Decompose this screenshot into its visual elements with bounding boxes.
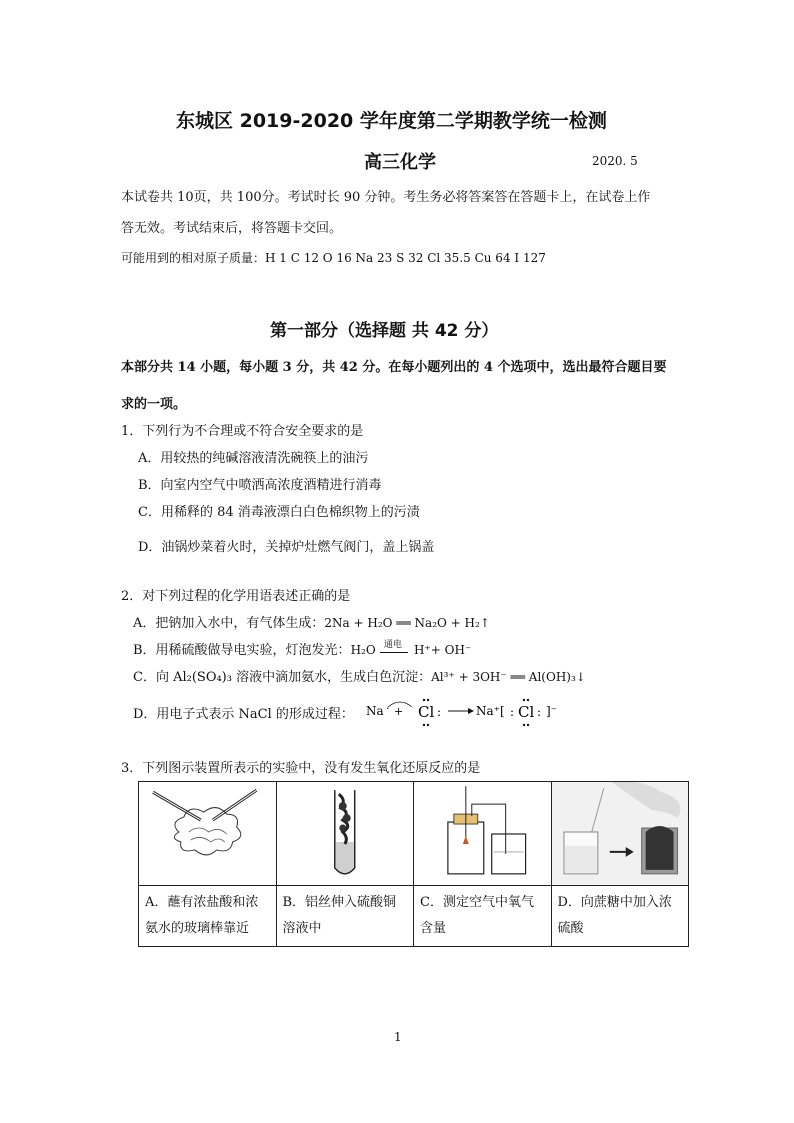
arrow-line [380, 652, 408, 653]
exam-date: 2020. 5 [592, 154, 638, 168]
q2-option-c-formula: Al³⁺ + 3OH⁻ ══ Al(OH)₃↓ [431, 670, 586, 684]
experiment-a-caption: A．蘸有浓盐酸和浓氨水的玻璃棒靠近 [139, 886, 277, 947]
q2-option-c-text: C．向 Al₂(SO₄)₃ 溶液中滴加氨水，生成白色沉淀： [133, 670, 432, 685]
q2-option-c [133, 666, 586, 685]
atomic-masses: 可能用到的相对原子质量：H 1 C 12 O 16 Na 23 S 32 Cl 35.5 Cu 64 I 127 [121, 251, 546, 265]
na-ion: Na⁺[ [476, 704, 505, 718]
intro-line-2: 答无效。考试结束后，将答题卡交回。 [121, 221, 343, 236]
test-tube-icon [277, 782, 414, 885]
q3-stem: 3．下列图示装置所表示的实验中，没有发生氧化还原反应的是 [121, 761, 481, 776]
q1-stem: 1．下列行为不合理或不符合安全要求的是 [121, 424, 364, 439]
glass-rods-smoke-icon [139, 782, 276, 885]
q1-option-b: B．向室内空气中喷洒高浓度酒精进行消毒 [138, 478, 382, 493]
oxygen-apparatus-icon [414, 782, 551, 885]
experiment-b-caption: B．铝丝伸入硫酸铜溶液中 [276, 886, 414, 947]
q2-option-a-text: A．把钠加入水中，有气体生成： [133, 616, 325, 631]
q2-option-b-left: H₂O [350, 643, 376, 657]
experiment-c-image [414, 782, 552, 886]
intro-line-1: 本试卷共 10页，共 100分。考试时长 90 分钟。考生务必将答案答在答题卡上，在试卷上作 [121, 190, 651, 205]
cl-ion-bracket: ]⁻ [546, 704, 558, 718]
experiment-images-row [139, 782, 689, 886]
exam-title: 东城区 2019-2020 学年度第二学期教学统一检测 [176, 110, 607, 132]
experiment-captions-row [139, 886, 689, 947]
section-title: 第一部分（选择题 共 42 分） [270, 321, 499, 341]
cl-ion-colon-left: : [510, 705, 515, 719]
plus-sign: + [394, 705, 404, 718]
q2-option-b-text: B．用稀硫酸做导电实验，灯泡发光： [133, 643, 351, 658]
section-desc-2: 求的一项。 [121, 397, 187, 412]
q2-option-a [133, 612, 490, 631]
experiment-d-caption: D．向蔗糖中加入浓硫酸 [551, 886, 689, 947]
section-desc-1: 本部分共 14 小题，每小题 3 分，共 42 分。在每小题列出的 4 个选项中，选出最符合题目要 [121, 360, 667, 375]
subject-title: 高三化学 [364, 152, 436, 173]
experiment-d-image [551, 782, 689, 886]
experiment-b-image [276, 782, 414, 886]
q2-option-a-formula: 2Na + H₂O ══ Na₂O + H₂↑ [324, 616, 490, 630]
q2-option-d-text: D．用电子式表示 NaCl 的形成过程： [133, 707, 354, 722]
q2-stem: 2．对下列过程的化学用语表述正确的是 [121, 589, 351, 604]
q1-option-d: D．油锅炒菜着火时，关掉炉灶燃气阀门，盖上锅盖 [138, 540, 435, 555]
experiment-a-image [139, 782, 277, 886]
page-number: 1 [394, 1030, 402, 1044]
q2-option-b-arrow [380, 639, 410, 659]
reaction-arrow-head [468, 708, 474, 714]
q2-option-d [133, 703, 354, 722]
q1-option-c: C．用稀释的 84 消毒液漂白白色棉织物上的污渍 [138, 505, 420, 520]
cl-symbol: Cl [418, 703, 435, 721]
experiment-c-caption: C．测定空气中氧气含量 [414, 886, 552, 947]
experiment-table [138, 781, 689, 947]
q2-option-b-right: H⁺+ OH⁻ [413, 643, 472, 657]
q1-option-a: A．用较热的纯碱溶液清洗碗筷上的油污 [138, 451, 369, 466]
q2-option-b [133, 639, 471, 659]
q2-option-b-condition: 通电 [383, 639, 402, 650]
na-dot: · [386, 702, 390, 715]
cl-ion-symbol: Cl [518, 703, 535, 721]
cl-ion-colon-right: : [537, 705, 542, 719]
na-symbol: Na [366, 704, 384, 718]
nacl-formation-diagram [364, 695, 574, 729]
cl-colon: : [437, 705, 442, 719]
sucrose-dehydration-icon [552, 782, 689, 885]
